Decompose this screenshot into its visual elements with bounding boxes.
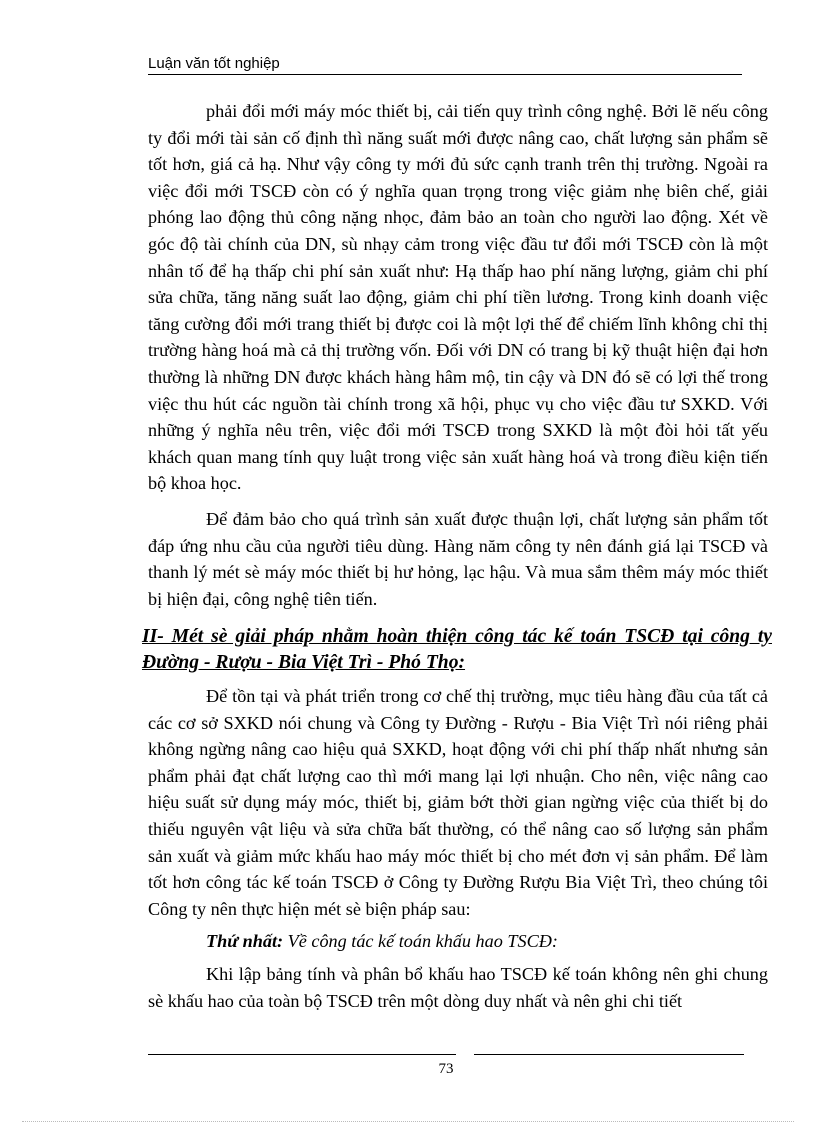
header-rule-right <box>613 74 742 75</box>
header-rule <box>148 74 613 75</box>
page-footer <box>148 1054 744 1084</box>
footer-rule <box>148 1054 456 1055</box>
page-header <box>148 54 742 76</box>
section-heading: II- Mét sè giải pháp nhằm hoàn thiện công tác kế toán TSCĐ tại công ty Đường - Rượu - Bia Việt Trì - Phó Thọ: <box>142 626 772 673</box>
paragraph-2: Để đảm bảo cho quá trình sản xuất được thuận lợi, chất lượng sản phẩm tốt đáp ứng nhu cầu của người tiêu dùng. Hàng năm công ty nên đánh giá lại TSCĐ và thanh lý mét sè máy móc thiết bị hư hỏng, lạc hậu. Và mua sắm thêm máy móc thiết bị hiện đại, công nghệ tiên tiến. <box>148 508 768 609</box>
section-paragraph: Để tồn tại và phát triển trong cơ chế thị trường, mục tiêu hàng đầu của tất cả các cơ sở SXKD nói chung và Công ty Đường - Rượu - Bia Việt Trì nói riêng phải không ngừng nâng cao hiệu quả SXKD, hoạt động với chi phí thấp nhất nhưng sản phẩm phải đạt chất lượng cao thì mới mang lại lợi nhuận. Cho nên, việc nâng cao hiệu suất sử dụng máy móc, thiết bị, giảm bớt thời gian ngừng việc của thiết bị do thiếu nguyên vật liệu và sửa chữa bất thường, có thể nâng cao số lượng sản phẩm sản xuất và giảm mức khấu hao máy móc thiết bị cho mét đơn vị sản phẩm. Để làm tốt hơn công tác kế toán TSCĐ ở Công ty Đường Rượu Bia Việt Trì, theo chúng tôi Công ty nên thực hiện mét sè biện pháp sau: <box>148 686 768 919</box>
paragraph-1: phải đổi mới máy móc thiết bị, cải tiến quy trình công nghệ. Bởi lẽ nếu công ty đổi mới tài sản cố định thì năng suất mới được nâng cao, chất lượng sản phẩm sẽ tốt hơn, giá cả hạ. Như vậy công ty mới đủ sức cạnh tranh trên thị trường. Ngoài ra việc đổi mới TSCĐ còn có ý nghĩa quan trọng trong việc giảm nhẹ biên chế, giải phóng lao động thủ công nặng nhọc, đảm bảo an toàn cho người lao động. Xét về góc độ tài chính của DN, sù nhạy cảm trong việc đầu tư đổi mới TSCĐ còn là một nhân tố để hạ thấp chi phí sản xuất như: Hạ thấp hao phí năng lượng, giảm chi phí sửa chữa, tăng năng suất lao động, giảm chi phí tiền lương. Trong kinh doanh việc tăng cường đổi mới trang thiết bị được coi là một lợi thế để chiếm lĩnh không chỉ thị trường hàng hoá mà cả thị trường vốn. Đối với DN có trang bị kỹ thuật hiện đại hơn thường là những DN được khách hàng hâm mộ, tin cậy và DN đó sẽ có lợi thế trong việc thu hút các nguồn tài chính trong xã hội, phục vụ cho việc đầu tư SXKD. Với những ý nghĩa nêu trên, việc đổi mới TSCĐ trong SXKD là một đòi hỏi tất yếu khách quan mang tính quy luật trong việc sản xuất hàng hoá và trong điều kiện tiến bộ khoa học. <box>148 101 768 494</box>
intro-block <box>148 98 768 612</box>
header-title: Luận văn tốt nghiệp <box>148 55 280 72</box>
page-number: 73 <box>438 1061 454 1077</box>
final-paragraph: Khi lập bảng tính và phân bổ khấu hao TSCĐ kế toán không nên ghi chung sè khấu hao của toàn bộ TSCĐ trên một dòng duy nhất và nên ghi chi tiết <box>148 963 768 1011</box>
subsection-line <box>148 928 768 955</box>
footer-rule-right <box>474 1054 744 1055</box>
subsection-title: Về công tác kế toán khấu hao TSCĐ: <box>287 931 558 952</box>
page-edge-divider <box>22 1121 794 1122</box>
section-block <box>148 683 768 1014</box>
subsection-label: Thứ nhất: <box>206 931 284 952</box>
